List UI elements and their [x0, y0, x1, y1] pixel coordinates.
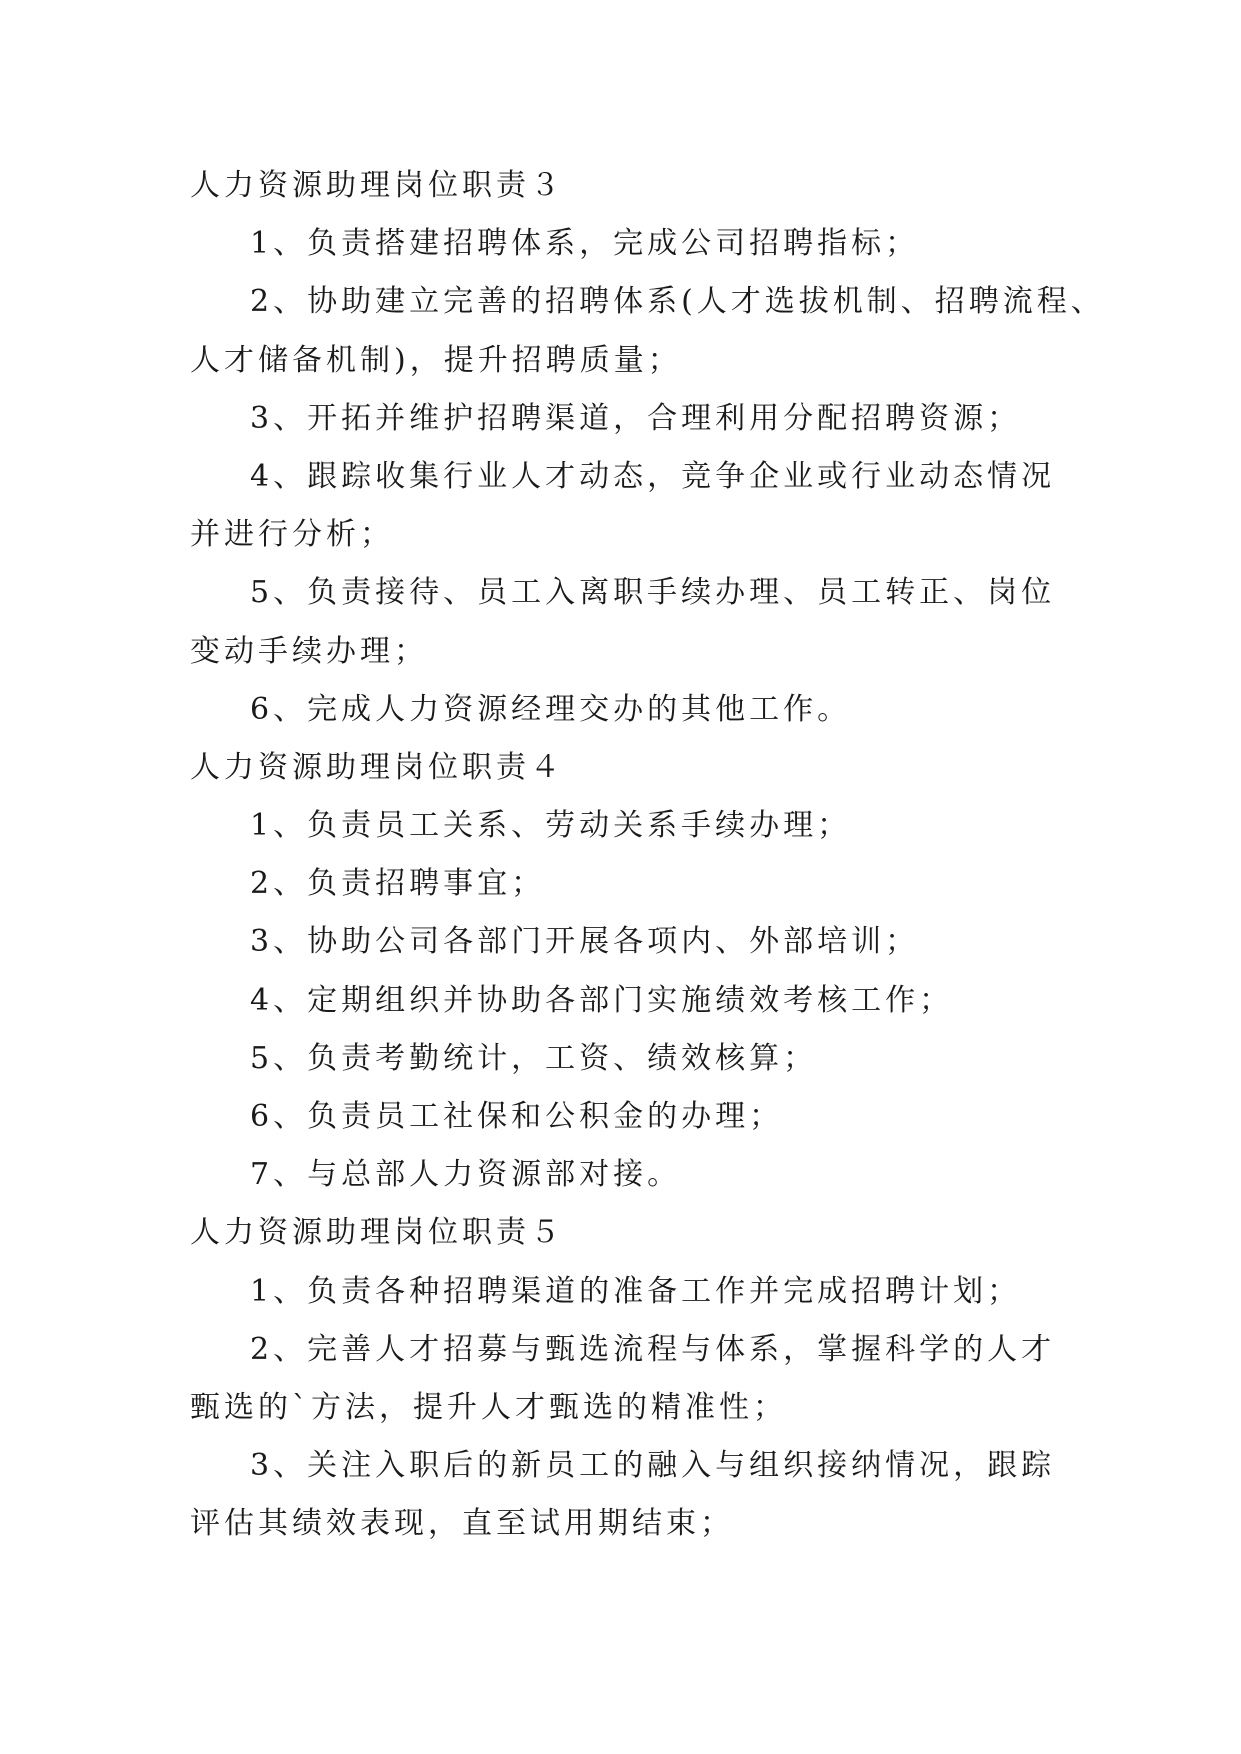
duty-text: 6、完成人力资源经理交办的其他工作。 [250, 691, 852, 727]
duty-text-continuation: 并进行分析； [190, 517, 394, 553]
duty-text: 2、协助建立完善的招聘体系(人才选拔机制、招聘流程、 [250, 284, 1105, 320]
duty-item [190, 1437, 1060, 1553]
duty-text: 2、负责招聘事宜； [250, 866, 546, 902]
duty-text: 4、定期组织并协助各部门实施绩效考核工作； [250, 982, 954, 1018]
duty-text-continuation: 甄选的`方法，提升人才甄选的精准性； [190, 1389, 787, 1425]
duty-text: 1、负责员工关系、劳动关系手续办理； [250, 808, 852, 844]
duty-text: 4、跟踪收集行业人才动态，竞争企业或行业动态情况 [250, 458, 1056, 494]
duty-item [190, 1088, 1060, 1146]
duty-text: 3、协助公司各部门开展各项内、外部培训； [250, 924, 920, 960]
section-heading: 人力资源助理岗位职责４ [190, 749, 564, 785]
duty-text-continuation: 评估其绩效表现，直至试用期结束； [190, 1506, 734, 1542]
section-3 [190, 157, 1105, 739]
duty-item [190, 913, 1060, 971]
section-heading: 人力资源助理岗位职责３ [190, 168, 564, 203]
duty-item [190, 1146, 1060, 1204]
section-5 [190, 1204, 1060, 1553]
duty-item [190, 215, 1060, 273]
duty-text: 1、负责搭建招聘体系，完成公司招聘指标； [250, 226, 920, 262]
duty-text-continuation: 人才储备机制)，提升招聘质量； [190, 342, 682, 378]
duty-text: 1、负责各种招聘渠道的准备工作并完成招聘计划； [250, 1273, 1022, 1309]
duty-item [190, 273, 1105, 389]
duty-item [190, 1030, 1060, 1088]
duty-text: 3、关注入职后的新员工的融入与组织接纳情况，跟踪 [250, 1448, 1056, 1484]
section-4 [190, 739, 1060, 1205]
duty-item [190, 448, 1060, 564]
duty-item [190, 797, 1060, 855]
duty-item [190, 1321, 1060, 1437]
duty-item [190, 855, 1060, 913]
duty-text: 5、负责考勤统计，工资、绩效核算； [250, 1040, 818, 1076]
duty-item [190, 564, 1060, 680]
duty-text: 5、负责接待、员工入离职手续办理、员工转正、岗位 [250, 575, 1056, 611]
duty-text: 3、开拓并维护招聘渠道，合理利用分配招聘资源； [250, 400, 1022, 436]
duty-text: 2、完善人才招募与甄选流程与体系，掌握科学的人才 [250, 1331, 1056, 1367]
duty-item [190, 972, 1060, 1030]
section-heading: 人力资源助理岗位职责５ [190, 1215, 564, 1251]
duty-text: 6、负责员工社保和公积金的办理； [250, 1099, 784, 1134]
duty-item [190, 1263, 1060, 1321]
duty-item [190, 390, 1060, 448]
duty-text-continuation: 变动手续办理； [190, 633, 428, 669]
document-body [190, 157, 1105, 1554]
duty-item [190, 681, 1060, 739]
duty-text: 7、与总部人力资源部对接。 [250, 1157, 682, 1193]
